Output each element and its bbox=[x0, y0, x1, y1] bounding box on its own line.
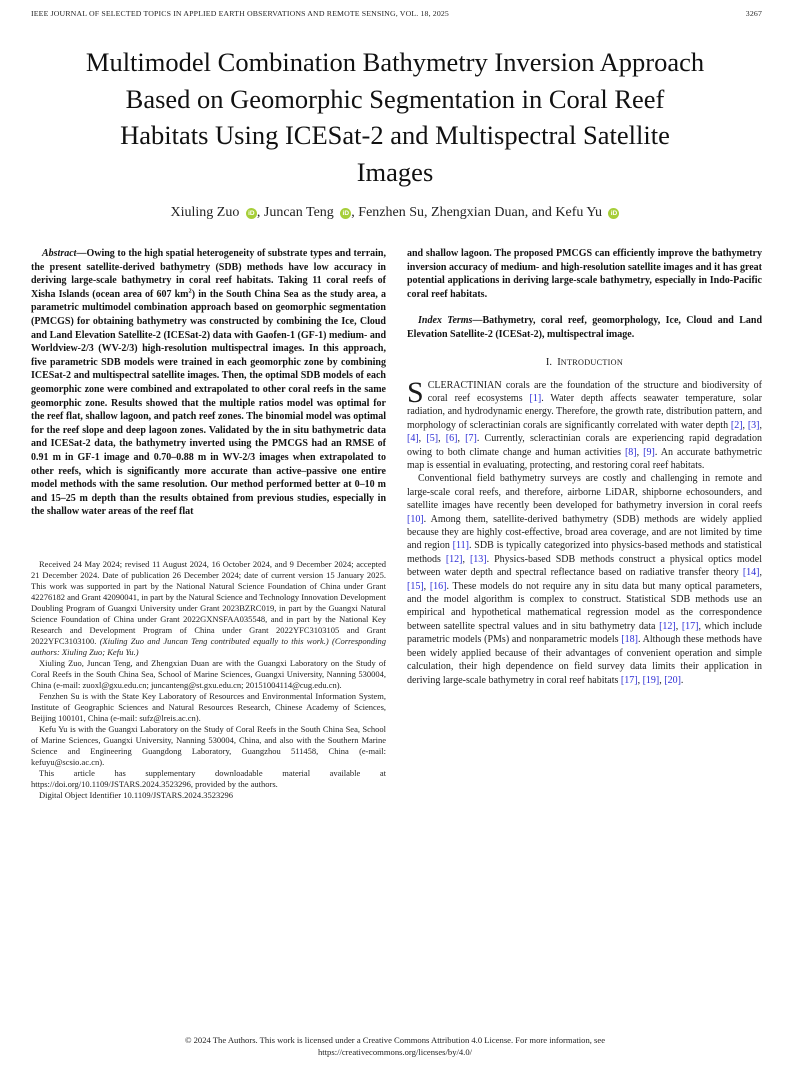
text-segment: , bbox=[457, 433, 466, 445]
footnote-doi bbox=[31, 790, 386, 801]
text-segment: , bbox=[659, 674, 665, 686]
text-segment: Kefu Yu is with the Guangxi Laboratory on the Study of Coral Reefs in the South China Sea, School of Marine Sciences, Guangxi University, Nanning 530004, China, and also with the Southern Marine Science and Engineering Guangdong Laboratory, Guangzhou 511458, China (e-mail: kefuyu@scsio.ac.cn). bbox=[31, 723, 386, 767]
text-segment: , Fenzhen Su, Zhengxian Duan, and Kefu Yu bbox=[351, 205, 606, 220]
text-segment: Conventional field bathymetry surveys are costly and challenging in remote and large-scale coral reefs, and therefore, airborne LiDAR, shipborne echosounders, and satellite images have recently been developed for bathymetry inversion in coral reefs bbox=[407, 473, 762, 512]
citation-link[interactable]: [9] bbox=[643, 446, 655, 458]
intro-paragraph-1-text bbox=[407, 375, 763, 471]
text-segment: 2 bbox=[188, 287, 192, 295]
orcid-icon[interactable]: iD bbox=[608, 208, 619, 219]
footnote-affiliation-zuo-teng-duan bbox=[31, 658, 386, 691]
citation-link[interactable]: [15] bbox=[407, 580, 424, 592]
text-segment: Xiuling Zuo, Juncan Teng, and Zhengxian Duan are with the Guangxi Laboratory on the Study of Coral Reefs in the South China Sea, School of Marine Sciences, Guangxi University, Nanning 530004, China (e-mail: zuoxl@gxu.edu.cn; juncanteng@st.gxu.edu.cn; 20151004114@cug.edu.cn). bbox=[31, 657, 386, 690]
citation-link[interactable]: [17] bbox=[681, 620, 699, 632]
citation-link[interactable]: [11] bbox=[452, 540, 469, 552]
citation-link[interactable]: [8] bbox=[624, 446, 637, 458]
orcid-icon[interactable]: iD bbox=[340, 208, 351, 219]
text-segment: —Owing to the high spatial heterogeneity of substrate types and terrain, the present satellite-derived bathymetry (SDB) methods have low accuracy in deriving large-scale bathymetry in coral reef habitats. Taking 11 coral reefs of Xisha Islands (ocean area of 607 km bbox=[31, 248, 386, 300]
intro-paragraph-1 bbox=[407, 375, 763, 473]
citation-link[interactable]: [12] bbox=[445, 553, 463, 565]
text-segment: Abstract bbox=[42, 248, 77, 259]
text-segment: Received 24 May 2024; revised 11 August 2024, 16 October 2024, and 9 December 2024; accepted 21 December 2024. Date of publication 26 December 2024; date of current version 15 January 2025. This work was supported in part by the National Natural Science Foundation of China under Grant 42276182 and Grant 42090041, in part by the Natural Science and Technology Innovation Development Doubling Program of Guangxi University under Grant 2023BZRC019, in part by the Guangxi Natural Science Foundation of China under Grant 2022GXNSFAA035548, and in part by the National Key Research and Development Program of China under Grant 2022YFC3103105 and Grant 2022YFC3103100. bbox=[31, 558, 386, 646]
text-segment: , bbox=[759, 567, 762, 579]
text-segment: Xiuling Zuo bbox=[170, 205, 243, 220]
text-segment: I. I bbox=[545, 356, 561, 368]
text-segment: NTRODUCTION bbox=[560, 357, 624, 367]
journal-name: IEEE JOURNAL OF SELECTED TOPICS IN APPLIED EARTH OBSERVATIONS AND REMOTE SENSING, VOL. 18, 2025 bbox=[31, 9, 449, 18]
text-segment: . Currently, scleractinian corals are experiencing rapid degradation owing to both climate change and human activities bbox=[407, 433, 763, 458]
text-segment: —Bathymetry, coral reef, geomorphology, Ice, Cloud and Land Elevation Satellite-2 (ICESat-2), multispectral image. bbox=[407, 315, 762, 340]
text-segment: , bbox=[423, 580, 430, 592]
text-segment: . These models do not require any in situ data but many optical parameters, and the model algorithm is complex to construct. Statistical SDB methods use an empirical and hypothetical mathematical regression model as the correspondence between satellite spectral values and in situ bathymetry data bbox=[407, 580, 762, 632]
footnote-supplementary-material bbox=[31, 768, 386, 790]
text-segment: , bbox=[637, 674, 643, 686]
citation-link[interactable]: [16] bbox=[429, 580, 447, 592]
page-number: 3267 bbox=[745, 9, 762, 18]
text-segment: and shallow lagoon. The proposed PMCGS can efficiently improve the bathymetry inversion accuracy of medium- and high-resolution satellite images and it has great potential applications in deriving large-scale bathymetry, especially in Indo-Pacific coral reef habitats. bbox=[407, 248, 762, 300]
text-segment: , bbox=[418, 433, 427, 445]
text-segment: . SDB is typically categorized into physics-based methods and statistical methods bbox=[407, 540, 762, 565]
text-segment: CLERACTINIAN corals are the foundation of the structure and biodiversity of coral reef ecosystems bbox=[427, 379, 762, 404]
two-column-body bbox=[0, 247, 790, 801]
citation-link[interactable]: [12] bbox=[659, 620, 676, 632]
citation-link[interactable]: [18] bbox=[621, 634, 638, 646]
footnotes-block bbox=[31, 559, 386, 801]
citation-link[interactable]: [6] bbox=[445, 433, 458, 445]
citation-link[interactable]: [13] bbox=[469, 553, 487, 565]
text-segment: , bbox=[742, 419, 748, 431]
citation-link[interactable]: [20] bbox=[664, 674, 681, 686]
citation-link[interactable]: [7] bbox=[465, 433, 477, 445]
license-footer bbox=[0, 1035, 790, 1058]
footnote-affiliation-yu bbox=[31, 724, 386, 768]
citation-link[interactable]: [19] bbox=[642, 674, 660, 686]
citation-link[interactable]: [5] bbox=[426, 433, 439, 445]
text-segment: . Among them, satellite-derived bathymetry (SDB) methods are widely applied because they are highly cost-effective, broad area coverage, and are not limited by time and region bbox=[407, 513, 762, 552]
text-segment: , bbox=[675, 620, 682, 632]
left-column bbox=[31, 247, 386, 801]
text-segment: . bbox=[680, 674, 684, 686]
citation-link[interactable]: [1] bbox=[529, 392, 542, 404]
dropcap-letter: S bbox=[407, 375, 424, 409]
text-segment: Digital Object Identifier 10.1109/JSTARS.2024.3523296 bbox=[39, 789, 234, 800]
abstract-paragraph-right bbox=[407, 247, 762, 301]
text-segment: ) in the South China Sea as the study area, a parametric multimodel combination approach based on geomorphic segmentation (PMCGS) for obtaining bathymetry was constructed by combining the Ice, Cloud and Land Elevation Satellite-2 (ICESat-2) data with Gaofen-1 (GF-1) medium- and Worldview-2/3 (WV-2/3) high-resolution multispectral images. In this approach, five parametric SDB models were trained in each geomorphic zone by combining ICESat-2 and multispectral satellite images. Then, the optimal SDB models of each geomorphic zone were combined and extrapolated to other coral reefs in the same geomorphic zone. Results showed that the multiple ratios model was optimal for the reef flat, shallow lagoon, and patch reef zones. The binomial model was optimal for the reef slope and deep lagoon zones. Validated by the in situ bathymetric data and ICESat-2 data, the bathymetry inverted using the PMCGS had an RMSE of 0.91 m in GF-1 image and 0.70–0.88 m in WV-2/3 images when extrapolated to other reefs, which is significantly more accurate than active–passive one entire model methods with the same resolution. Our method performed better at 0–10 m and 15–25 m depth than the results obtained from previous studies, especially in the shallow water areas of the reef flat bbox=[31, 288, 386, 518]
right-column bbox=[407, 247, 762, 801]
citation-link[interactable]: [4] bbox=[407, 433, 419, 445]
text-segment: . Although these methods have been widely applied because of their advantages of convenient operation and simple calculation, their high dependence on field survey data limits their application in deriving large-scale bathymetry in coral reef habitats bbox=[407, 634, 762, 686]
footnote-affiliation-su bbox=[31, 691, 386, 724]
citation-link[interactable]: [14] bbox=[742, 567, 760, 579]
running-head bbox=[0, 0, 790, 18]
text-segment: This article has supplementary downloadable material available at https://doi.org/10.1109/JSTARS.2024.3523296, provided by the authors. bbox=[31, 767, 386, 789]
paper-title: Multimodel Combination Bathymetry Inversion Approach Based on Geomorphic Segmentation in Coral Reef Habitats Using ICESat-2 and Multispectral Satellite Images bbox=[85, 47, 705, 187]
abstract-paragraph-left bbox=[31, 247, 386, 519]
text-segment: , bbox=[759, 419, 763, 431]
index-terms bbox=[407, 314, 762, 341]
authors-line bbox=[0, 205, 790, 221]
text-segment: , bbox=[438, 433, 446, 445]
intro-paragraph-2 bbox=[407, 472, 762, 687]
citation-link[interactable]: [10] bbox=[407, 513, 424, 525]
text-segment: , Juncan Teng bbox=[256, 205, 338, 220]
citation-link[interactable]: [3] bbox=[747, 419, 760, 431]
orcid-icon[interactable]: iD bbox=[246, 208, 257, 219]
license-line-2: https://creativecommons.org/licenses/by/4.0/ bbox=[317, 1046, 473, 1057]
license-line-1: © 2024 The Authors. This work is licensed under a Creative Commons Attribution 4.0 License. For more information, see bbox=[184, 1035, 606, 1045]
section-heading-introduction bbox=[407, 357, 762, 368]
text-segment: . Physics-based SDB methods construct a physical optics model between water depth and spectral reflectance based on radiative transfer theory bbox=[407, 553, 763, 579]
text-segment: Fenzhen Su is with the State Key Laboratory of Resources and Environmental Information System, Institute of Geographic Sciences and Natural Resources Research, Chinese Academy of Sciences, Beijing 100101, China (e-mail: sufz@lreis.ac.cn). bbox=[31, 690, 386, 723]
text-segment: , bbox=[636, 446, 644, 458]
text-segment: . Water depth affects seawater temperature, solar radiation, and hydrodynamic energy. Therefore, the growth rate, distribution pattern, and morphology of scleractinian corals are significantly correlated with water depth bbox=[407, 392, 762, 431]
text-segment: (Xiuling Zuo and Juncan Teng contributed equally to this work.) (Corresponding authors: Xiuling Zuo; Kefu Yu.) bbox=[31, 635, 386, 657]
footnote-funding bbox=[31, 559, 386, 658]
text-segment: , bbox=[462, 553, 470, 565]
text-segment: , which include parametric models (PMs) and nonparametric models bbox=[407, 620, 762, 646]
citation-link[interactable]: [2] bbox=[730, 419, 743, 431]
text-segment: Index Terms bbox=[418, 315, 473, 327]
text-segment: . An accurate bathymetric map is essential in evaluating, protecting, and restoring coral reef habitats. bbox=[407, 446, 763, 471]
citation-link[interactable]: [17] bbox=[620, 674, 638, 686]
